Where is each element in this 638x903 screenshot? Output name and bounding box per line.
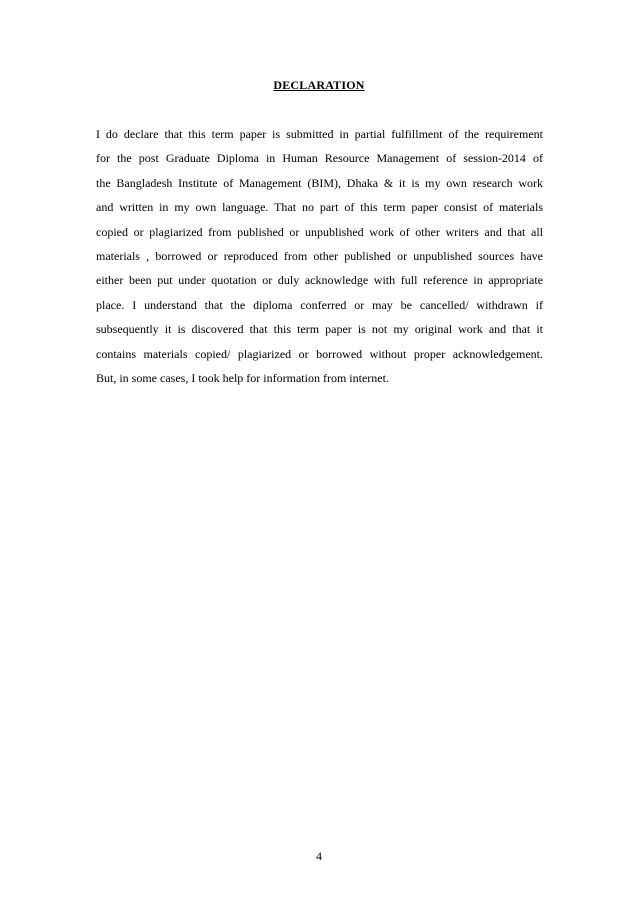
paragraph-line: subsequently it is discovered that this term paper is not my original work and that it bbox=[96, 322, 543, 337]
page-number: 4 bbox=[316, 849, 322, 863]
page-title: DECLARATION bbox=[273, 78, 365, 92]
declaration-paragraph bbox=[96, 122, 543, 390]
paragraph-line: either been put under quotation or duly acknowledge with full reference in appropriate bbox=[96, 273, 543, 288]
paragraph-line: for the post Graduate Diploma in Human Resource Management of session-2014 of bbox=[96, 151, 543, 166]
paragraph-line: the Bangladesh Institute of Management (BIM), Dhaka & it is my own research work bbox=[96, 175, 543, 190]
paragraph-line: place. I understand that the diploma conferred or may be cancelled/ withdrawn if bbox=[96, 297, 543, 312]
paragraph-line: I do declare that this term paper is submitted in partial fulfillment of the requirement bbox=[96, 127, 543, 141]
paragraph-line: materials , borrowed or reproduced from other published or unpublished sources have bbox=[96, 248, 543, 263]
paragraph-line: But, in some cases, I took help for information from internet. bbox=[96, 370, 389, 385]
paragraph-line: contains materials copied/ plagiarized or borrowed without proper acknowledgement. bbox=[96, 346, 543, 361]
paragraph-line: and written in my own language. That no part of this term paper consist of materials bbox=[96, 200, 543, 215]
paragraph-line: copied or plagiarized from published or unpublished work of other writers and that all bbox=[96, 224, 543, 239]
